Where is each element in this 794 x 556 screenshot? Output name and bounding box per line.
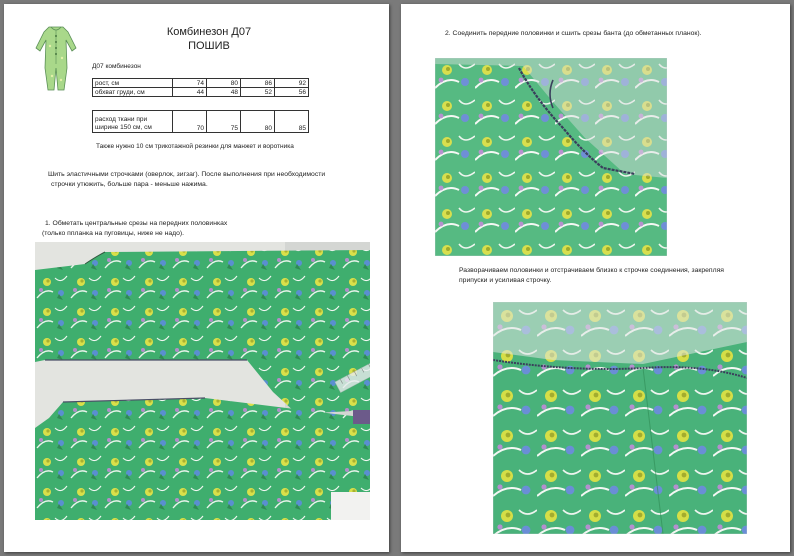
paragraph-line: 1. Обметать центральные срезы на передних половинках <box>45 220 228 227</box>
product-label: Д07 комбинезон <box>92 63 141 70</box>
fabric-label-line1: расход ткани при <box>95 116 148 123</box>
document-page-left <box>4 4 389 552</box>
table-cell: рост, см <box>93 79 173 88</box>
topstitched-seam-photo <box>493 302 747 534</box>
elastic-note: Также нужно 10 см трикотажной резинки для манжет и воротника <box>96 143 294 150</box>
fabric-consumption-table <box>92 110 309 133</box>
table-cell: 48 <box>207 88 241 97</box>
table-cell: 56 <box>275 88 309 97</box>
sewn-bow-seam-photo <box>435 58 667 256</box>
table-cell: 70 <box>173 111 207 133</box>
table-cell: 80 <box>207 79 241 88</box>
table-cell: 86 <box>241 79 275 88</box>
table-cell: 52 <box>241 88 275 97</box>
fabric-halves-photo <box>35 242 370 520</box>
document-title: Комбинезон Д07 <box>166 26 252 38</box>
table-cell: 80 <box>241 111 275 133</box>
paragraph-line: Разворачиваем половинки и отстрачиваем близко к строчке соединения, закрепляя <box>459 267 724 274</box>
table-row <box>93 88 309 97</box>
paragraph-line: строчки утюжить, больше пара - меньше нажима. <box>51 181 208 188</box>
table-row <box>93 79 309 88</box>
sewing-instructions <box>48 170 368 190</box>
document-page-right <box>401 4 790 552</box>
table-cell: 75 <box>207 111 241 133</box>
table-cell: обхват груди, см <box>93 88 173 97</box>
paragraph-line: припуски и усиливая строчку. <box>459 277 552 284</box>
paragraph-line: (только ппланка на пуговицы, ниже не надо). <box>42 230 185 237</box>
table-row <box>93 111 309 133</box>
table-cell: 74 <box>173 79 207 88</box>
turn-halves-text <box>459 266 779 286</box>
paragraph-line: Шить эластичными строчками (оверлок, зигзаг). После выполнения при необходимости <box>48 171 326 178</box>
table-cell: 44 <box>173 88 207 97</box>
table-cell: 85 <box>275 111 309 133</box>
size-table <box>92 78 309 97</box>
step-1-text <box>42 219 372 239</box>
document-subtitle: ПОШИВ <box>188 40 230 52</box>
step-2-text: 2. Соединить передние половинки и сшить срезы банта (до обметанных планок). <box>445 30 702 37</box>
table-cell <box>93 111 173 133</box>
table-cell: 92 <box>275 79 309 88</box>
fabric-label-line2: ширине 150 см, см <box>95 124 152 131</box>
romper-illustration <box>34 24 78 94</box>
